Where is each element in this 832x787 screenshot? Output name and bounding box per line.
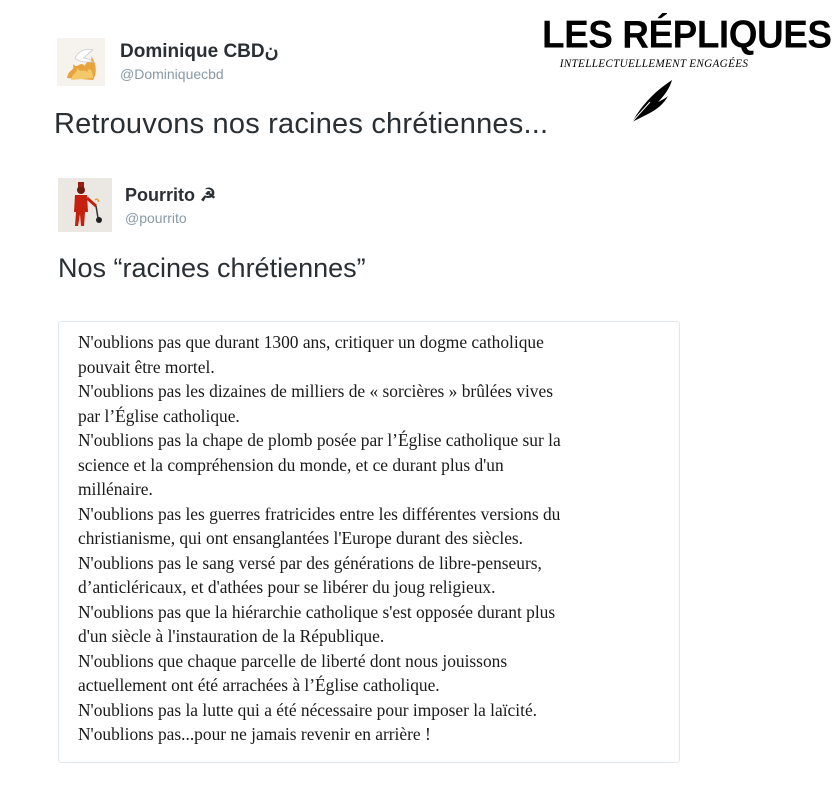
- quoted-tweet-text: Nos “racines chrétiennes”: [58, 253, 366, 283]
- quoted-author-handle[interactable]: @pourrito: [125, 210, 187, 226]
- image-text-line: N'oublions pas...pour ne jamais revenir en arrière !: [78, 724, 431, 744]
- author-handle[interactable]: @Dominiquecbd: [120, 66, 224, 82]
- image-text-line: d’anticléricaux, et d'athées pour se libérer du joug religieux.: [78, 577, 496, 597]
- image-text-line: N'oublions pas la lutte qui a été nécessaire pour imposer la laïcité.: [78, 699, 538, 720]
- image-text-line: N'oublions que chaque parcelle de liberté dont nous jouissons: [78, 650, 508, 671]
- image-text-line: N'oublions pas les guerres fratricides entre les différentes versions du: [78, 503, 561, 524]
- tweet-text: Retrouvons nos racines chrétiennes...: [54, 108, 549, 140]
- red-figure-icon: [58, 178, 112, 232]
- quoted-author-name[interactable]: Pourrito ☭: [125, 185, 217, 205]
- image-text-line: N'oublions pas que durant 1300 ans, critiquer un dogme catholique: [78, 332, 544, 352]
- image-text-line: actuellement ont été arrachées à l’Église catholique.: [78, 675, 440, 695]
- logo-title: LES RÉPLIQUES: [542, 12, 832, 56]
- dove-flame-icon: [57, 38, 105, 86]
- image-text-line: N'oublions pas le sang versé par des générations de libre-penseurs,: [78, 552, 542, 573]
- tweet-image-text: [78, 330, 678, 747]
- image-text-line: science et la compréhension du monde, et ce durant plus d'un: [78, 454, 504, 475]
- feather-quill-icon: [628, 78, 674, 124]
- image-text-line: pouvait être mortel.: [78, 356, 215, 377]
- author-avatar[interactable]: [57, 38, 105, 86]
- image-text-line: par l’Église catholique.: [78, 405, 240, 426]
- image-text-line: d'un siècle à l'instauration de la République.: [78, 626, 385, 646]
- image-text-line: N'oublions pas la chape de plomb posée par l’Église catholique sur la: [78, 430, 561, 450]
- logo-subtitle: INTELLECTUELLEMENT ENGAGÉES: [559, 58, 749, 70]
- author-name[interactable]: Dominique CBDن: [120, 41, 279, 62]
- image-text-line: christianisme, qui ont ensanglantées l'Europe durant des siècles.: [78, 528, 524, 548]
- image-text-line: N'oublions pas les dizaines de milliers de « sorcières » brûlées vives: [78, 381, 553, 401]
- image-text-line: millénaire.: [78, 479, 153, 499]
- image-text-line: N'oublions pas que la hiérarchie catholique s'est opposée durant plus: [78, 601, 556, 622]
- quoted-author-avatar[interactable]: [58, 178, 112, 232]
